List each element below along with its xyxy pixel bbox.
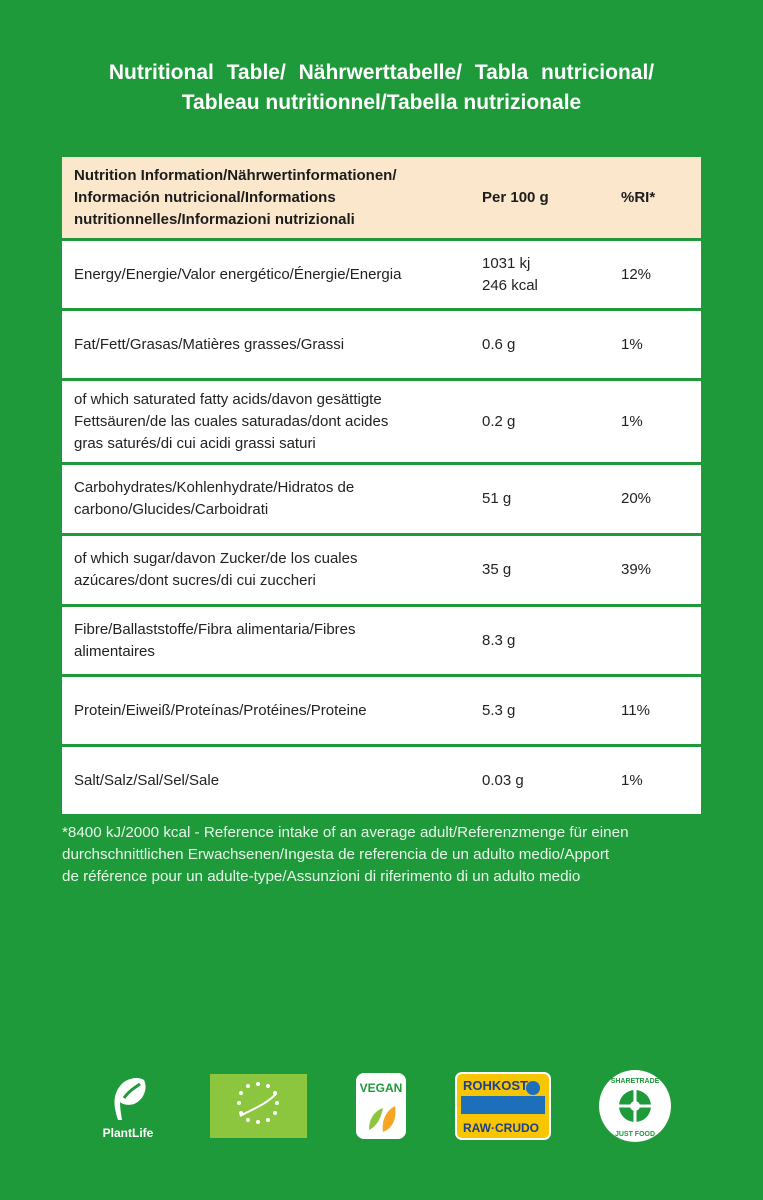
- row-name-line: Fat/Fett/Grasas/Matières grasses/Grassi: [74, 335, 345, 353]
- table-row: [62, 241, 701, 308]
- just-food-text: JUST FOOD: [614, 1131, 656, 1138]
- header-per-cell: Per 100 g: [482, 188, 549, 206]
- table-header-row: [62, 157, 701, 238]
- vegan-text: VEGAN: [359, 1081, 403, 1095]
- row-ri-cell: 1%: [621, 335, 643, 353]
- row-ri-cell: 1%: [621, 412, 643, 430]
- rohkost-raw-crudo-logo: [455, 1072, 551, 1140]
- plantlife-wordmark: PlantLife: [102, 1126, 154, 1140]
- row-name-cell: [62, 700, 482, 722]
- row-name-line: gras saturés/di cui acidi grassi saturi: [74, 434, 316, 452]
- row-name-line: Salt/Salz/Sal/Sel/Sale: [74, 771, 220, 789]
- eu-organic-leaf-logo: [210, 1074, 307, 1138]
- row-per-cell: 0.6 g: [482, 335, 516, 353]
- row-ri-cell: 20%: [621, 490, 652, 507]
- sharetrade-seal-icon: [597, 1068, 673, 1144]
- row-per-cell: 35 g: [482, 561, 512, 578]
- page-title: [0, 58, 763, 118]
- table-row: [62, 677, 701, 744]
- vegan-logo: [355, 1072, 407, 1140]
- vegan-badge-icon: [355, 1072, 407, 1140]
- row-per-cell: 51 g: [482, 490, 512, 507]
- title-line-2: Tableau nutritionnel/Tabella nutrizionale: [181, 91, 582, 114]
- sharetrade-logo: [597, 1068, 673, 1144]
- footnote: [62, 822, 712, 888]
- raw-crudo-text: RAW·CRUDO: [463, 1121, 539, 1135]
- footnote-line: *8400 kJ/2000 kcal - Reference intake of an average adult/Referenzmenge für einen: [62, 824, 629, 841]
- row-name-line: of which sugar/davon Zucker/de los cuales: [74, 550, 358, 567]
- header-name-line: nutritionnelles/Informazioni nutrizionali: [74, 210, 355, 228]
- table-row: [62, 536, 701, 604]
- table-row: [62, 311, 701, 378]
- table-row: [62, 747, 701, 814]
- row-ri-cell: 39%: [621, 561, 652, 578]
- row-per-line: 1031 kj: [482, 254, 531, 272]
- nutrition-table: [62, 157, 701, 817]
- row-name-cell: [62, 334, 482, 356]
- header-name-cell: [62, 165, 482, 231]
- table-row: [62, 465, 701, 533]
- row-name-line: Fibre/Ballaststoffe/Fibra alimentaria/Fibres: [74, 620, 356, 638]
- eu-organic-leaf-icon: [210, 1074, 307, 1138]
- row-ri-cell: 12%: [621, 265, 652, 283]
- row-per-cell: [482, 253, 621, 297]
- rohkost-text: ROHKOST: [463, 1078, 528, 1093]
- row-per-cell: 5.3 g: [482, 701, 516, 719]
- row-name-line: Energy/Energie/Valor energético/Énergie/Energia: [74, 265, 402, 283]
- row-per-cell: 8.3 g: [482, 631, 516, 649]
- plantlife-leaf-icon: [108, 1074, 148, 1122]
- row-name-line: alimentaires: [74, 642, 155, 660]
- row-name-cell: [62, 619, 482, 663]
- certification-logos: [0, 1068, 763, 1148]
- row-per-line: 246 kcal: [482, 276, 538, 294]
- row-name-line: Protein/Eiweiß/Proteínas/Protéines/Proteine: [74, 701, 367, 719]
- row-name-line: Fettsäuren/de las cuales saturadas/dont acides: [74, 412, 389, 430]
- row-per-cell: 0.03 g: [482, 771, 524, 789]
- table-row: [62, 607, 701, 674]
- header-name-line: Nutrition Information/Nährwertinformationen/: [74, 166, 397, 184]
- table-row: [62, 381, 701, 462]
- plantlife-logo: [88, 1072, 168, 1144]
- row-name-cell: [62, 477, 482, 521]
- header-name-line: Información nutricional/Informations: [74, 188, 336, 206]
- row-ri-cell: 11%: [621, 701, 650, 719]
- row-name-cell: [62, 770, 482, 792]
- row-name-line: of which saturated fatty acids/davon gesättigte: [74, 390, 382, 408]
- row-name-cell: [62, 389, 482, 455]
- row-name-cell: [62, 264, 482, 286]
- row-name-line: carbono/Glucides/Carboidrati: [74, 501, 269, 518]
- row-name-cell: [62, 548, 482, 592]
- row-name-line: azúcares/dont sucres/di cui zuccheri: [74, 572, 316, 589]
- footnote-line: de référence pour un adulte-type/Assunzioni di riferimento di un adulto medio: [62, 868, 581, 885]
- row-name-line: Carbohydrates/Kohlenhydrate/Hidratos de: [74, 479, 355, 496]
- sharetrade-text: SHARETRADE: [610, 1078, 660, 1085]
- header-ri-cell: %RI*: [621, 188, 656, 206]
- title-line-1: Nutritional Table/ Nährwerttabelle/ Tabla nutricional/: [108, 61, 655, 84]
- rohkost-badge-icon: [455, 1072, 551, 1140]
- footnote-line: durchschnittlichen Erwachsenen/Ingesta de referencia de un adulto medio/Apport: [62, 846, 610, 863]
- row-per-cell: 0.2 g: [482, 412, 516, 430]
- row-ri-cell: 1%: [621, 771, 643, 789]
